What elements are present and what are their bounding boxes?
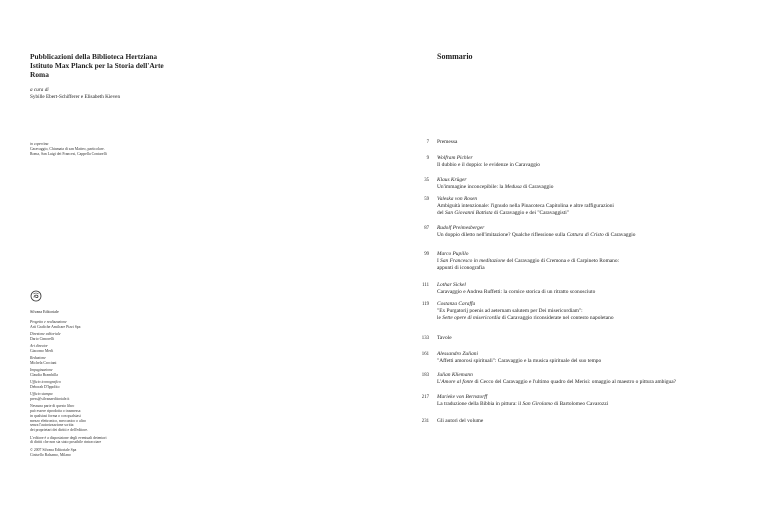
toc-author: Julian Kliemann	[437, 372, 473, 378]
toc-author: Marieke von Bernstorff	[437, 394, 488, 400]
toc-page-number: 99	[424, 252, 429, 257]
credit: Redazione Michela Crociani	[30, 356, 57, 365]
colophon	[30, 320, 107, 457]
toc-page-number: 133	[421, 336, 429, 341]
toc-entry-body	[437, 196, 767, 218]
toc-title-line: L'Amore al fonte di Cecco del Caravaggio e l'ultimo quadro del Merisi: omaggio al maestro o pittura ambigua?	[437, 379, 677, 386]
toc-page-number: 9	[426, 156, 429, 161]
rights-notice: Nessuna parte di questo libro può essere riprodotta o trasmessa in qualsiasi forma o con qualsiasi mezzo elettronico, meccanico o altro senza l'autorizzazione scritta dei proprietari dei diritti e dell'editore.	[30, 404, 89, 432]
toc-title-line: La traduzione della Bibbia in pittura: il San Girolamo di Bartolomeo Cavarozzi	[437, 401, 609, 408]
toc-title-line: Un'immagine inconcepibile: la Medusa di Caravaggio	[437, 184, 554, 191]
toc-title-line: Tavole	[437, 335, 452, 341]
toc-title-line: Premessa	[437, 139, 458, 145]
availability-notice: L'editore è a disposizione degli eventuali detentori di diritti che non sia stato possibile rintracciare	[30, 435, 107, 445]
toc-title-line: Un doppio diletto nell'imitazione? Qualche riflessione sulla Cattura di Cristo di Caravaggio	[437, 232, 636, 239]
toc-page-number: 35	[424, 178, 429, 183]
toc-page-number: 87	[424, 226, 429, 231]
toc-author: Wolfram Pichler	[437, 155, 473, 161]
toc-title-line: appunti di iconografia	[437, 265, 485, 272]
toc-title-line: Caravaggio e Andrea Ruffetti: la cornice storica di un ritratto sconosciuto	[437, 289, 596, 296]
editors	[30, 87, 120, 101]
toc-entry-body	[437, 251, 767, 273]
credit: Art director Giacomo Merli	[30, 344, 54, 353]
toc-author: Alessandro Zuliani	[437, 351, 478, 357]
credit: Impaginazione Claudia Brambilla	[30, 368, 58, 377]
cover-label: in copertina	[30, 142, 49, 146]
toc-entry-body	[437, 225, 767, 239]
toc-page-number: 217	[421, 395, 429, 400]
toc-title-line: "Affetti amorosi spirituali": Caravaggio e la musica spirituale del suo tempo	[437, 358, 602, 365]
publisher-name: Silvana Editoriale	[30, 309, 59, 314]
toc-author: Rudolf Preimesberger	[437, 225, 485, 231]
toc-entry-body	[437, 394, 767, 408]
credit: Ufficio stampa press@silvanaeditoriale.it	[30, 392, 70, 401]
toc-entry-body	[437, 139, 767, 146]
toc-author: Valeska von Rosen	[437, 196, 478, 202]
series-title: Pubblicazioni della Biblioteca Hertziana Istituto Max Planck per la Storia dell'Arte Roma	[30, 52, 164, 79]
toc-page-number: 7	[426, 140, 429, 145]
copyright-notice: © 2007 Silvana Editoriale Spa Cinisello Balsamo, Milano	[30, 448, 77, 457]
toc-author: Lothar Sickel	[437, 282, 466, 288]
editors-label: a cura di	[30, 87, 49, 93]
toc-entry-body	[437, 155, 767, 169]
toc-entry-body	[437, 372, 767, 386]
toc-entry-body	[437, 301, 767, 323]
toc-title-line: del San Giovanni Battista di Caravaggio e dei "Caravaggisti"	[437, 210, 569, 217]
toc-author: Klaus Krüger	[437, 177, 467, 183]
toc-entry-body	[437, 418, 767, 425]
toc-entry-body	[437, 282, 767, 296]
silvana-logo-icon	[30, 290, 42, 302]
toc-page-number: 183	[421, 373, 429, 378]
cover-credit: in copertina Caravaggio, Chiamata di san Matteo, particolare. Roma, San Luigi dei Francesi, Cappella Contarelli	[30, 142, 107, 156]
credit: Progetto e realizzazione Arti Grafiche Amilcare Pizzi Spa	[30, 320, 81, 329]
toc-page-number: 111	[422, 283, 429, 288]
credit: Direzione editoriale Dario Cimorelli	[30, 332, 61, 341]
toc-page-number: 161	[421, 352, 429, 357]
toc-author: Marco Pupillo	[437, 251, 469, 257]
credit: Ufficio iconografico Deborah D'Ippolito	[30, 380, 61, 389]
toc-title-line: "Ex Purgatorij poenis ad aeternam salutem per Dei misericordiam":	[437, 308, 583, 315]
toc-title-line: Il dubbio e il doppio: le evidenze in Caravaggio	[437, 162, 540, 169]
toc-page-number: 59	[424, 197, 429, 202]
toc-entry-body	[437, 335, 767, 342]
toc-author: Costanza Caraffa	[437, 301, 476, 307]
toc-title: Sommario	[437, 52, 473, 61]
toc-page-number: 119	[421, 302, 429, 307]
toc-title-line: le Sette opere di misericordia di Caravaggio riconsiderate nel contesto napoletano	[437, 315, 614, 322]
toc-title-line: Gli autori del volume	[437, 418, 484, 424]
toc-entry-body	[437, 177, 767, 191]
toc-title-line: Ambiguità intenzionale: l'ignudo nella Pinacoteca Capitolina e altre raffigurazioni	[437, 203, 614, 210]
toc-entry-body	[437, 351, 767, 365]
toc-title-line: I San Francesco in meditazione del Caravaggio di Cremona e di Carpineto Romano:	[437, 258, 620, 265]
editors-names: Sybille Ebert-Schifferer e Elisabeth Kieven	[30, 94, 121, 100]
toc-page-number: 231	[421, 419, 429, 424]
